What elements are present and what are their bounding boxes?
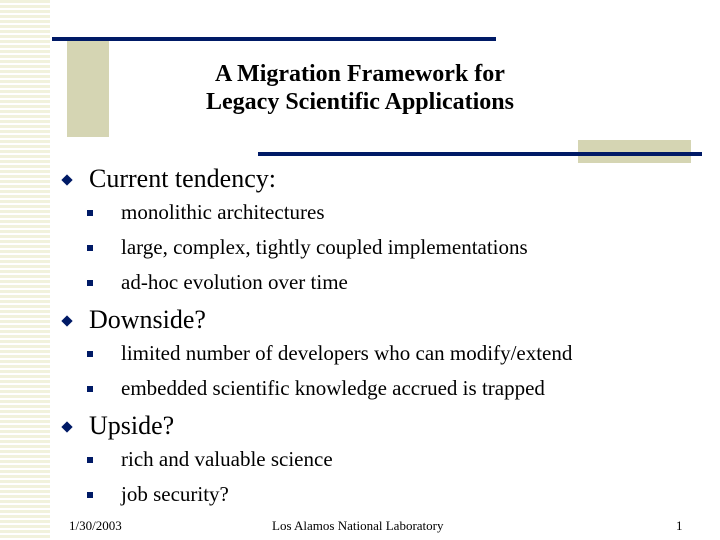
square-bullet-icon	[87, 351, 93, 357]
list-item-text: monolithic architectures	[121, 200, 325, 224]
diamond-bullet-icon	[61, 315, 72, 326]
section-heading-text: Current tendency:	[89, 164, 276, 193]
list-item-text: rich and valuable science	[121, 447, 333, 471]
footer-page-number: 1	[676, 518, 683, 533]
square-bullet-icon	[87, 457, 93, 463]
slide-title-line-2: Legacy Scientific Applications	[206, 89, 514, 115]
section-heading-downside	[60, 305, 700, 335]
title-bar-bottom	[258, 152, 702, 156]
list-item	[60, 270, 700, 294]
diamond-bullet-icon	[61, 174, 72, 185]
section-heading-upside	[60, 411, 700, 441]
list-item	[60, 482, 700, 506]
square-bullet-icon	[87, 492, 93, 498]
footer-date: 1/30/2003	[69, 518, 122, 533]
slide-title	[100, 60, 620, 116]
list-item-text: limited number of developers who can modify/extend	[121, 341, 573, 365]
slide-body	[60, 164, 700, 517]
square-bullet-icon	[87, 210, 93, 216]
list-item-text: job security?	[121, 482, 229, 506]
list-item	[60, 341, 700, 365]
square-bullet-icon	[87, 245, 93, 251]
list-item-text: ad-hoc evolution over time	[121, 270, 348, 294]
square-bullet-icon	[87, 280, 93, 286]
square-bullet-icon	[87, 386, 93, 392]
list-item	[60, 447, 700, 471]
section-heading-text: Downside?	[89, 305, 206, 334]
list-item-text: embedded scientific knowledge accrued is trapped	[121, 376, 545, 400]
section-heading-text: Upside?	[89, 411, 175, 440]
title-bar-top	[52, 37, 496, 41]
left-stripe-decoration	[0, 0, 50, 540]
slide-title-line-1: A Migration Framework for	[215, 61, 505, 87]
list-item-text: large, complex, tightly coupled implementations	[121, 235, 528, 259]
footer-organization: Los Alamos National Laboratory	[272, 518, 444, 533]
section-heading-current-tendency	[60, 164, 700, 194]
list-item	[60, 200, 700, 224]
list-item	[60, 235, 700, 259]
list-item	[60, 376, 700, 400]
diamond-bullet-icon	[61, 421, 72, 432]
